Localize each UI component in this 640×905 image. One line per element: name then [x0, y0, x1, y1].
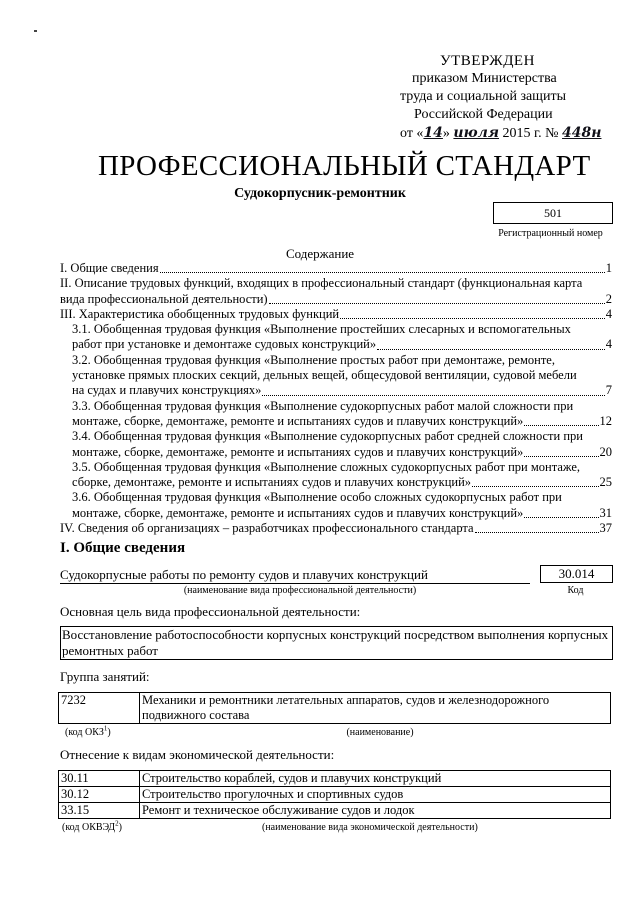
toc-page: 20 — [599, 444, 612, 459]
econ-name-caption: (наименование вида экономической деятельности) — [262, 822, 478, 833]
toc-entry-text: вида профессиональной деятельности) — [60, 291, 268, 306]
okved-name-cell: Строительство кораблей, судов и плавучих конструкций — [140, 771, 611, 787]
toc-page: 1 — [605, 261, 612, 275]
footnote-ref[interactable]: 1 — [103, 724, 108, 733]
toc-page: 25 — [599, 475, 612, 490]
document-title: ПРОФЕССИОНАЛЬНЫЙ СТАНДАРТ — [98, 150, 591, 182]
toc-entry-text: 3.1. Обобщенная трудовая функция «Выполнение простейших слесарных и вспомогательных — [72, 322, 571, 337]
toc-entry-text: установке прямых плоских секций, дельных вещей, общесудовой вентиляции, судовой мебели — [72, 368, 577, 383]
toc-entry[interactable] — [60, 490, 612, 521]
toc-entry-text: IV. Сведения об организациях – разработчиках профессионального стандарта — [60, 521, 474, 536]
toc-entry[interactable] — [60, 521, 612, 536]
toc-leader — [160, 272, 605, 273]
table-row — [59, 787, 611, 803]
activity-name-caption: (наименование вида профессиональной деятельности) — [183, 585, 417, 596]
toc-entry-text: 3.3. Обобщенная трудовая функция «Выполнение судокорпусных работ малой сложности при — [72, 398, 574, 413]
toc-page: 31 — [599, 505, 612, 520]
scan-speck — [34, 30, 37, 32]
okved-caption-close: ) — [118, 822, 122, 833]
toc-page: 2 — [605, 291, 612, 306]
toc-page: 4 — [605, 306, 612, 321]
approval-title: УТВЕРЖДЕН — [440, 53, 535, 69]
okved-code-cell: 30.12 — [59, 787, 140, 803]
okz-caption-text: (код ОКЗ — [65, 727, 104, 738]
occupation-group-label: Группа занятий: — [60, 669, 150, 684]
toc-entry-text: 3.6. Обобщенная трудовая функция «Выполнение особо сложных судокорпусных работ при — [72, 490, 562, 505]
okz-caption-close: ) — [107, 727, 111, 738]
approval-date-line — [400, 124, 610, 143]
toc-entry-text: сборке, демонтаже, ремонте и испытаниях судов и плавучих конструкций» — [72, 475, 472, 490]
toc-entry-text: работ при установке и демонтаже судовых конструкций» — [72, 337, 377, 352]
table-row — [59, 803, 611, 819]
econ-activity-label: Отнесение к видам экономической деятельности: — [60, 747, 335, 762]
occupation-name-caption: (наименование) — [346, 727, 414, 738]
activity-name: Судокорпусные работы по ремонту судов и плавучих конструкций — [60, 567, 530, 584]
toc-leader — [475, 532, 599, 533]
toc-page: 37 — [599, 521, 612, 536]
toc-title: Содержание — [285, 246, 355, 261]
toc-entry-text: III. Характеристика обобщенных трудовых функций — [60, 306, 340, 321]
section-heading: I. Общие сведения — [60, 540, 186, 556]
okz-code-cell: 7232 — [59, 693, 140, 724]
registration-number-box: 501 — [493, 202, 613, 224]
okved-caption-text: (код ОКВЭД — [62, 822, 116, 833]
toc-leader — [262, 395, 604, 396]
approval-line-2: труда и социальной защиты — [400, 89, 566, 104]
toc-entry-text: 3.2. Обобщенная трудовая функция «Выполнение простых работ при демонтаже, ремонте, — [72, 352, 555, 367]
toc-leader — [524, 517, 598, 518]
registration-label: Регистрационный номер — [498, 228, 603, 239]
occupation-table — [58, 692, 611, 724]
toc-entry[interactable] — [60, 353, 612, 399]
activity-code: 30.014 — [540, 565, 613, 583]
okved-code-cell: 30.11 — [59, 771, 140, 787]
footnote-ref[interactable]: 2 — [115, 819, 119, 828]
toc-entry[interactable] — [60, 399, 612, 430]
handwritten-number: 448н — [562, 125, 602, 141]
toc-entry[interactable] — [60, 276, 612, 307]
toc-page: 4 — [605, 337, 612, 352]
toc-entry[interactable] — [60, 261, 612, 276]
toc-entry-text: монтаже, сборке, демонтаже, ремонте и испытаниях судов и плавучих конструкций» — [72, 413, 524, 428]
handwritten-month: июля — [453, 125, 500, 141]
toc-leader — [472, 486, 598, 487]
toc-entry-text: на судах и плавучих конструкциях» — [72, 383, 262, 398]
approval-block — [400, 52, 610, 143]
approval-line-3: Российской Федерации — [414, 107, 553, 122]
toc-entry[interactable] — [60, 429, 612, 460]
approval-line-1: приказом Министерства — [412, 71, 557, 86]
toc-entry-text: монтаже, сборке, демонтаже, ремонте и испытаниях судов и плавучих конструкций» — [72, 505, 524, 520]
table-row — [59, 771, 611, 787]
okved-code-cell: 33.15 — [59, 803, 140, 819]
toc-entry-text: II. Описание трудовых функций, входящих в профессиональный стандарт (функциональная карта — [60, 276, 583, 291]
occupation-name-line: подвижного состава — [142, 708, 250, 722]
toc-entry-text: 3.5. Обобщенная трудовая функция «Выполнение сложных судокорпусных работ при монтаже, — [72, 459, 581, 474]
document-subtitle: Судокорпусник-ремонтник — [234, 186, 406, 201]
okz-caption — [65, 724, 111, 738]
econ-activity-table — [58, 770, 611, 819]
table-row — [59, 693, 611, 724]
toc-entry-text: 3.4. Обобщенная трудовая функция «Выполнение судокорпусных работ средней сложности при — [72, 429, 583, 444]
goal-box — [60, 626, 613, 660]
toc-page: 7 — [605, 383, 612, 398]
toc-page: 12 — [599, 413, 612, 428]
toc-leader — [340, 318, 605, 319]
toc-leader — [269, 303, 605, 304]
table-of-contents — [60, 261, 612, 536]
goal-label: Основная цель вида профессиональной деятельности: — [60, 604, 361, 619]
handwritten-day: 14 — [423, 125, 443, 141]
activity-code-caption: Код — [567, 585, 584, 596]
toc-entry[interactable] — [60, 460, 612, 491]
toc-leader — [377, 349, 605, 350]
toc-leader — [524, 425, 598, 426]
date-year: 2015 г. № — [502, 126, 559, 141]
goal-text-line-2: ремонтных работ — [62, 643, 158, 658]
occupation-name-line: Механики и ремонтники летательных аппаратов, судов и железнодорожного — [142, 693, 550, 707]
occupation-name-cell — [140, 693, 611, 724]
toc-entry[interactable] — [60, 307, 612, 322]
toc-entry[interactable] — [60, 322, 612, 353]
toc-entry-text: монтаже, сборке, демонтаже, ремонте и испытаниях судов и плавучих конструкций» — [72, 444, 524, 459]
toc-leader — [524, 456, 598, 457]
okved-caption — [62, 819, 122, 833]
date-prefix: от « — [400, 126, 424, 141]
goal-text-line-1: Восстановление работоспособности корпусных конструкций посредством выполнения корпусных — [62, 627, 609, 642]
okved-name-cell: Строительство прогулочных и спортивных судов — [140, 787, 611, 803]
date-close: » — [442, 126, 450, 141]
okved-name-cell: Ремонт и техническое обслуживание судов и лодок — [140, 803, 611, 819]
toc-entry-text: I. Общие сведения — [60, 261, 159, 275]
